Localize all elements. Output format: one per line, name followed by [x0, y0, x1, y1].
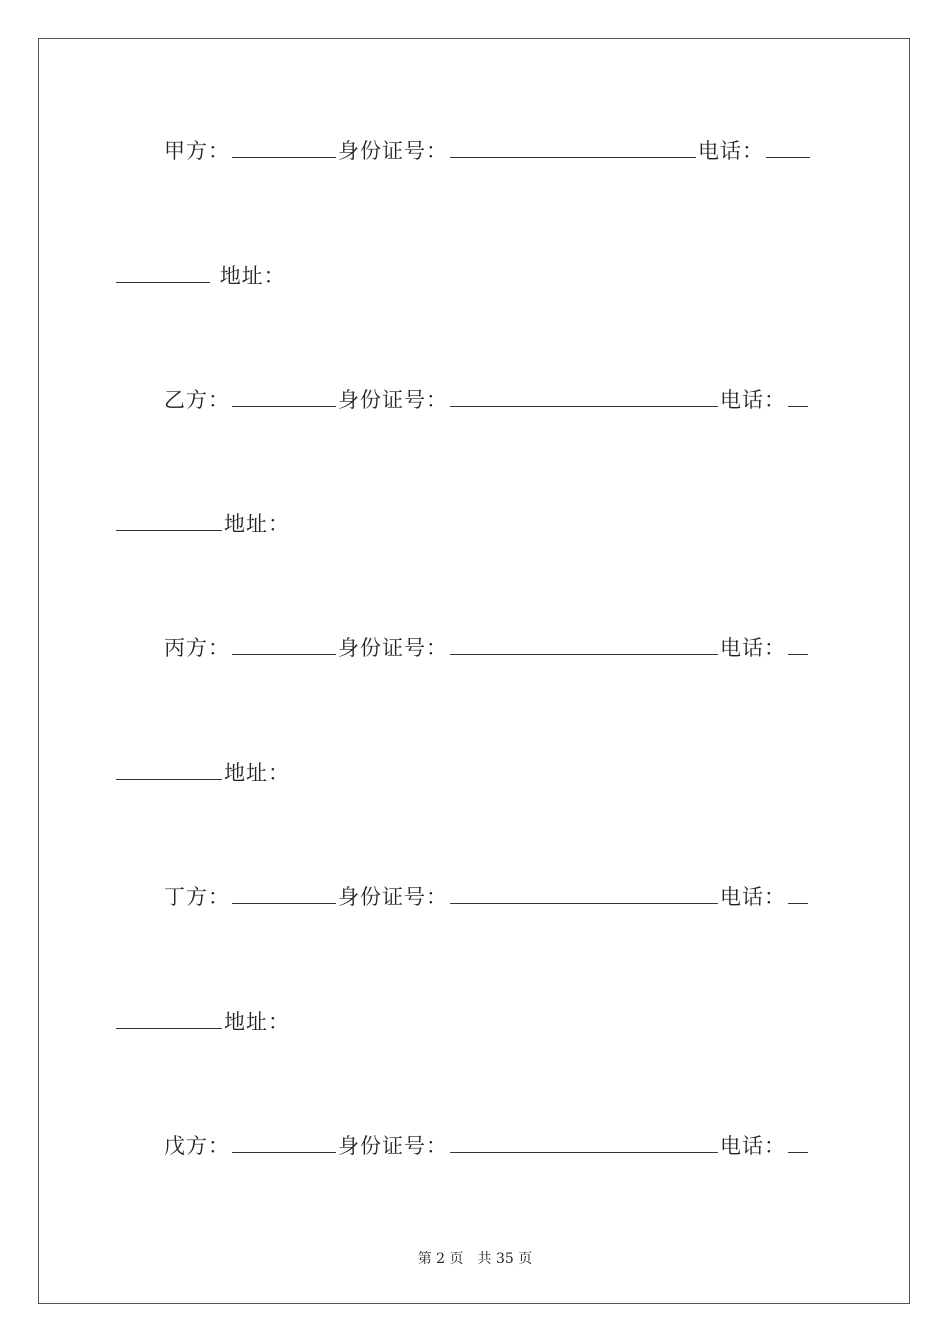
- party-name-label: 戊方：: [164, 1134, 230, 1158]
- party-3-address-line: [114, 759, 290, 786]
- id-label: 身份证号：: [338, 388, 448, 412]
- name-blank: [232, 386, 336, 407]
- id-label: 身份证号：: [338, 1134, 448, 1158]
- party-3-line: [164, 634, 810, 661]
- id-blank: [450, 634, 718, 655]
- address-label: 地址：: [219, 264, 286, 288]
- page-border: [38, 38, 910, 1304]
- id-blank: [450, 386, 718, 407]
- name-blank: [232, 634, 336, 655]
- id-label: 身份证号：: [338, 139, 448, 163]
- id-blank: [450, 883, 718, 904]
- name-blank: [232, 137, 336, 158]
- party-1-address-line: [114, 262, 286, 289]
- name-blank: [232, 1132, 336, 1153]
- party-name-label: 丁方：: [164, 885, 230, 909]
- phone-label: 电话：: [720, 1134, 786, 1158]
- party-name-label: 丙方：: [164, 636, 230, 660]
- phone-label: 电话：: [720, 885, 786, 909]
- party-1-line: [164, 137, 812, 164]
- party-2-line: [164, 386, 810, 413]
- id-label: 身份证号：: [338, 636, 448, 660]
- party-4-line: [164, 883, 810, 910]
- address-label: 地址：: [224, 1010, 290, 1034]
- id-blank: [450, 1132, 718, 1153]
- party-name-label: 甲方：: [164, 139, 230, 163]
- party-5-line: [164, 1132, 810, 1159]
- party-4-address-line: [114, 1008, 290, 1035]
- phone-blank: [788, 386, 808, 407]
- page-footer: 第 2 页 共 35 页: [417, 1251, 533, 1267]
- phone-label: 电话：: [720, 636, 786, 660]
- party-2-address-line: [114, 510, 290, 537]
- phone-blank: [766, 137, 810, 158]
- name-blank: [232, 883, 336, 904]
- phone-blank-cont: [116, 759, 222, 780]
- phone-label: 电话：: [720, 388, 786, 412]
- phone-blank: [788, 634, 808, 655]
- address-label: 地址：: [224, 512, 290, 536]
- address-label: 地址：: [224, 761, 290, 785]
- phone-label: 电话：: [698, 139, 764, 163]
- id-label: 身份证号：: [338, 885, 448, 909]
- phone-blank: [788, 883, 808, 904]
- id-blank: [450, 137, 696, 158]
- party-name-label: 乙方：: [164, 388, 230, 412]
- phone-blank-cont: [116, 262, 210, 283]
- phone-blank-cont: [116, 1008, 222, 1029]
- phone-blank: [788, 1132, 808, 1153]
- phone-blank-cont: [116, 510, 222, 531]
